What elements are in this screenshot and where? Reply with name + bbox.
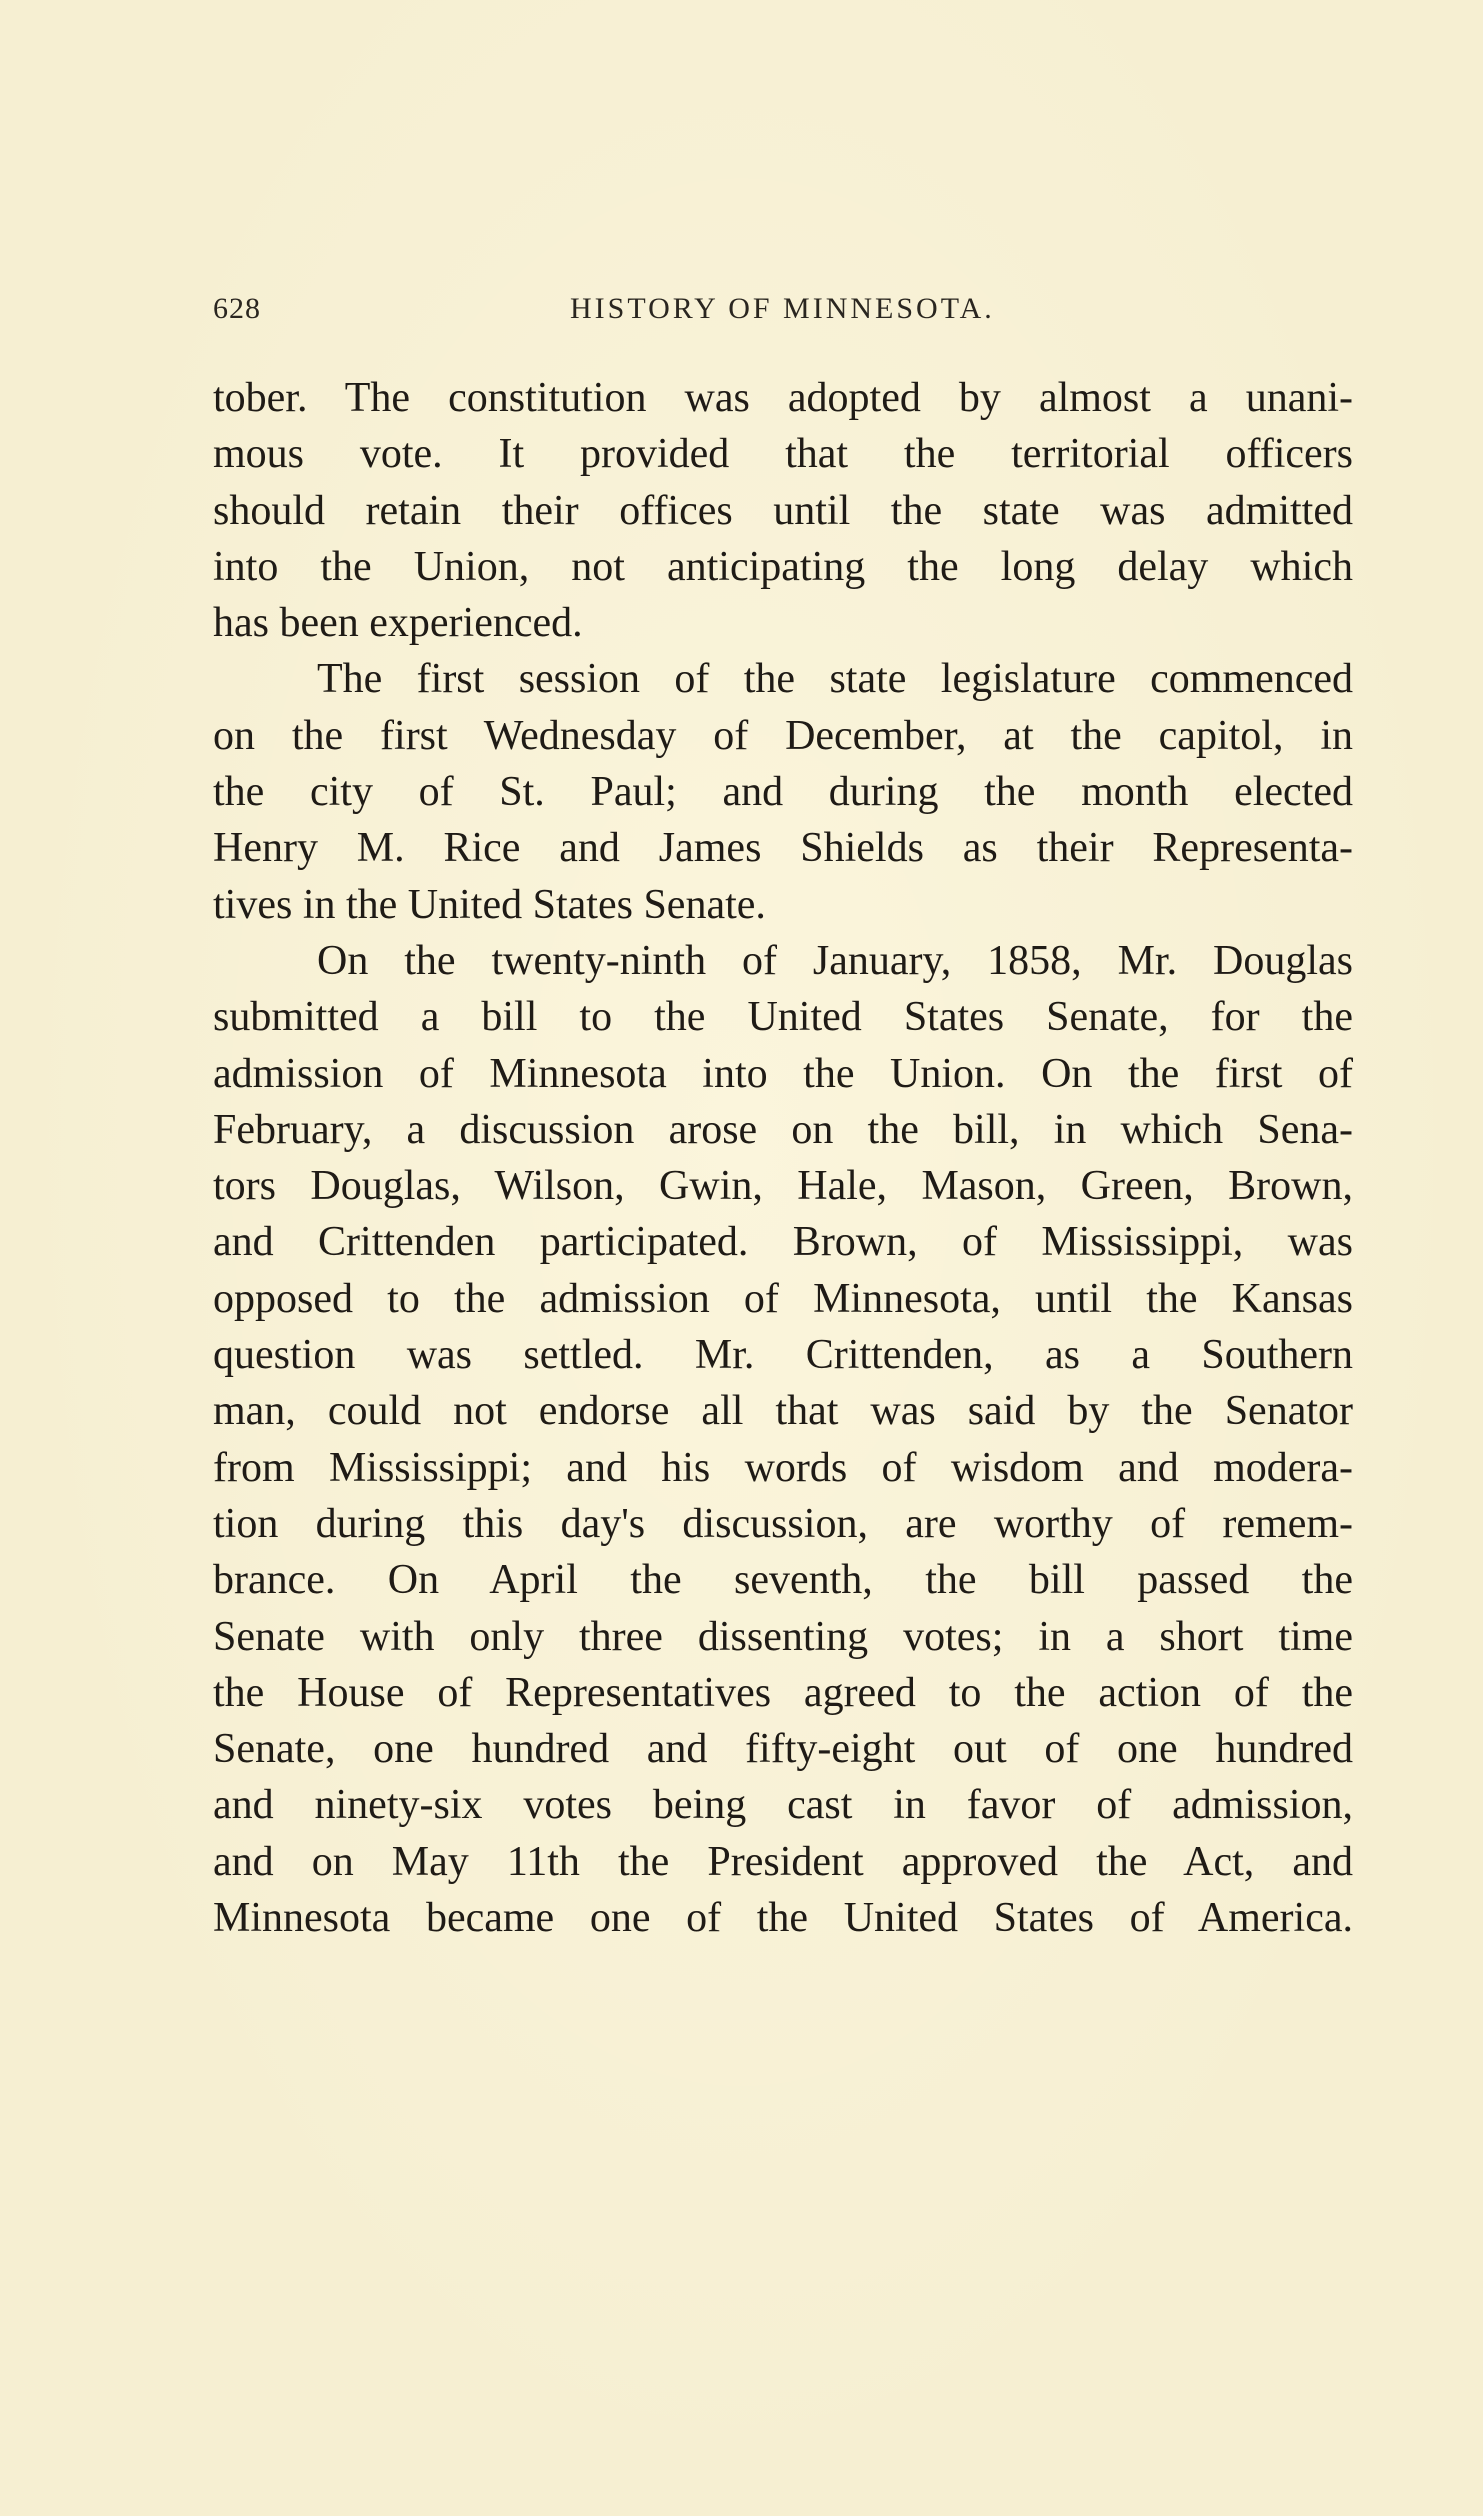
text-line: and ninety-six votes being cast in favor of admission, [213,1782,1353,1829]
text-line: into the Union, not anticipating the long delay which [213,543,1353,590]
text-line: on the first Wednesday of December, at the capitol, in [213,712,1353,759]
text-line: man, could not endorse all that was said by the Senator [213,1388,1353,1435]
text-line: has been experienced. [213,600,583,647]
text-line: opposed to the admission of Minnesota, until the Kansas [213,1275,1353,1322]
text-line: tives in the United States Senate. [213,881,766,928]
text-line: the House of Representatives agreed to the action of the [213,1669,1353,1716]
text-line: On the twenty-ninth of January, 1858, Mr. Douglas [317,937,1353,984]
text-line: from Mississippi; and his words of wisdom and modera- [213,1444,1353,1491]
text-line: Henry M. Rice and James Shields as their Representa- [213,825,1353,872]
body-text [213,370,1353,1946]
running-title: HISTORY OF MINNESOTA. [570,292,995,325]
text-line: and on May 11th the President approved the Act, and [213,1838,1353,1885]
text-line: mous vote. It provided that the territorial officers [213,431,1353,478]
text-line: question was settled. Mr. Crittenden, as a Southern [213,1332,1353,1379]
text-line: Senate with only three dissenting votes; in a short time [213,1613,1353,1660]
paragraph-1 [213,370,1353,651]
text-line: should retain their offices until the state was admitted [213,487,1353,534]
text-line: Minnesota became one of the United States of America. [213,1895,1353,1942]
text-line: admission of Minnesota into the Union. On the first of [213,1050,1353,1097]
text-line: The first session of the state legislature commenced [317,656,1353,703]
paragraph-3 [213,933,1353,1946]
running-head [213,292,1353,332]
text-line: Senate, one hundred and fifty-eight out of one hundred [213,1726,1353,1773]
page-number: 628 [213,292,261,325]
text-line: brance. On April the seventh, the bill passed the [213,1557,1353,1604]
text-line: February, a discussion arose on the bill, in which Sena- [213,1106,1353,1153]
text-line: tober. The constitution was adopted by almost a unani- [213,375,1353,421]
paragraph-2 [213,651,1353,932]
text-line: tors Douglas, Wilson, Gwin, Hale, Mason, Green, Brown, [213,1163,1353,1210]
text-line: submitted a bill to the United States Senate, for the [213,994,1353,1041]
text-line: the city of St. Paul; and during the month elected [213,769,1353,816]
text-line: and Crittenden participated. Brown, of Mississippi, was [213,1219,1353,1266]
text-line: tion during this day's discussion, are worthy of remem- [213,1500,1353,1547]
